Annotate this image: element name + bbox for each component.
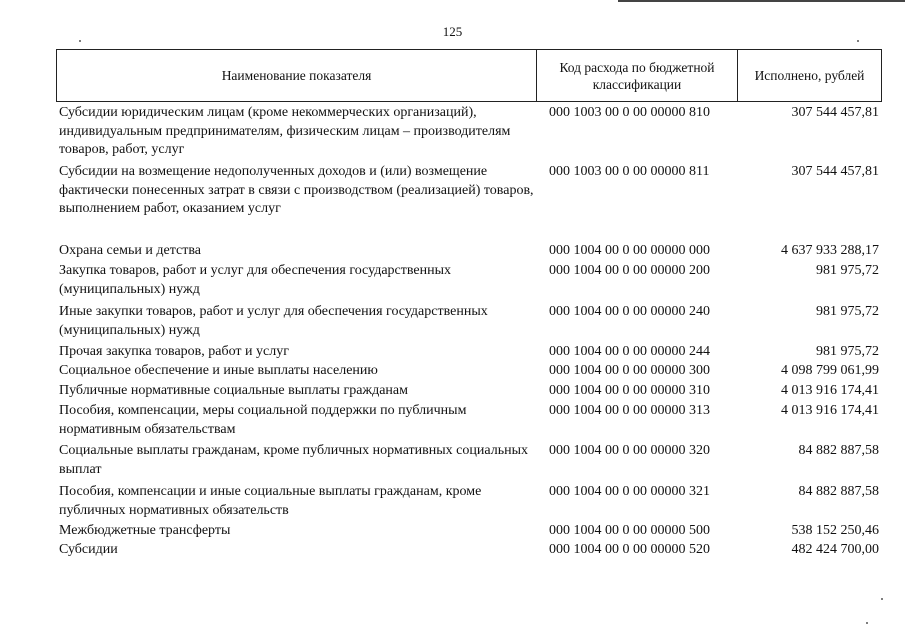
row-code: 000 1003 00 0 00 00000 810	[549, 105, 710, 120]
row-code: 000 1004 00 0 00 00000 300	[549, 363, 710, 378]
row-code: 000 1004 00 0 00 00000 320	[549, 443, 710, 458]
row-amount: 4 013 916 174,41	[781, 383, 879, 398]
row-amount: 4 637 933 288,17	[781, 243, 879, 258]
header-name: Наименование показателя	[57, 50, 537, 101]
row-amount: 981 975,72	[816, 344, 879, 359]
row-code: 000 1004 00 0 00 00000 313	[549, 403, 710, 418]
scan-speck	[866, 622, 868, 624]
header-executed: Исполнено, рублей	[754, 68, 865, 83]
row-code: 000 1003 00 0 00 00000 811	[549, 164, 710, 179]
row-amount: 307 544 457,81	[791, 164, 879, 179]
row-code: 000 1004 00 0 00 00000 321	[549, 484, 710, 499]
scan-speck	[79, 40, 81, 42]
row-name: Субсидии на возмещение недополученных доходов и (или) возмещение фактически понесенных затрат в связи с производством (реализацией) товаров, выполнением работ, оказанием услуг	[59, 164, 534, 216]
row-name: Прочая закупка товаров, работ и услуг	[59, 344, 289, 359]
row-name: Социальные выплаты гражданам, кроме публичных нормативных социальных выплат	[59, 443, 528, 477]
row-name: Субсидии юридическим лицам (кроме некоммерческих организаций), индивидуальным предпринимателям, физическим лицам – производителям товаров, работ, услуг	[59, 105, 511, 157]
row-amount: 482 424 700,00	[791, 542, 879, 557]
row-code: 000 1004 00 0 00 00000 000	[549, 243, 710, 258]
row-amount: 84 882 887,58	[798, 443, 879, 458]
header-code: Код расхода по бюджетной классификации	[537, 50, 738, 101]
row-name: Пособия, компенсации, меры социальной поддержки по публичным нормативным обязательствам	[59, 403, 467, 437]
row-code: 000 1004 00 0 00 00000 240	[549, 304, 710, 319]
row-name: Социальное обеспечение и иные выплаты населению	[59, 363, 378, 378]
table-header	[56, 49, 882, 102]
row-name: Закупка товаров, работ и услуг для обеспечения государственных (муниципальных) нужд	[59, 263, 452, 297]
row-amount: 84 882 887,58	[798, 484, 879, 499]
row-name: Субсидии	[59, 542, 118, 557]
row-amount: 981 975,72	[816, 263, 879, 278]
row-name: Охрана семьи и детства	[59, 243, 201, 258]
row-amount: 981 975,72	[816, 304, 879, 319]
row-code: 000 1004 00 0 00 00000 310	[549, 383, 710, 398]
top-border-line	[618, 0, 905, 2]
row-amount: 538 152 250,46	[791, 523, 879, 538]
row-amount: 4 098 799 061,99	[781, 363, 879, 378]
row-code: 000 1004 00 0 00 00000 500	[549, 523, 710, 538]
scan-speck	[881, 598, 883, 600]
row-code: 000 1004 00 0 00 00000 200	[549, 263, 710, 278]
page-number: 125	[442, 24, 463, 39]
row-name: Межбюджетные трансферты	[59, 523, 231, 538]
row-amount: 307 544 457,81	[791, 105, 879, 120]
row-code: 000 1004 00 0 00 00000 520	[549, 542, 710, 557]
scan-speck	[857, 40, 859, 42]
row-code: 000 1004 00 0 00 00000 244	[549, 344, 710, 359]
row-amount: 4 013 916 174,41	[781, 403, 879, 418]
row-name: Публичные нормативные социальные выплаты гражданам	[59, 383, 408, 398]
row-name: Пособия, компенсации и иные социальные выплаты гражданам, кроме публичных нормативных обязательств	[59, 484, 482, 518]
row-name: Иные закупки товаров, работ и услуг для обеспечения государственных (муниципальных) нужд	[59, 304, 488, 338]
